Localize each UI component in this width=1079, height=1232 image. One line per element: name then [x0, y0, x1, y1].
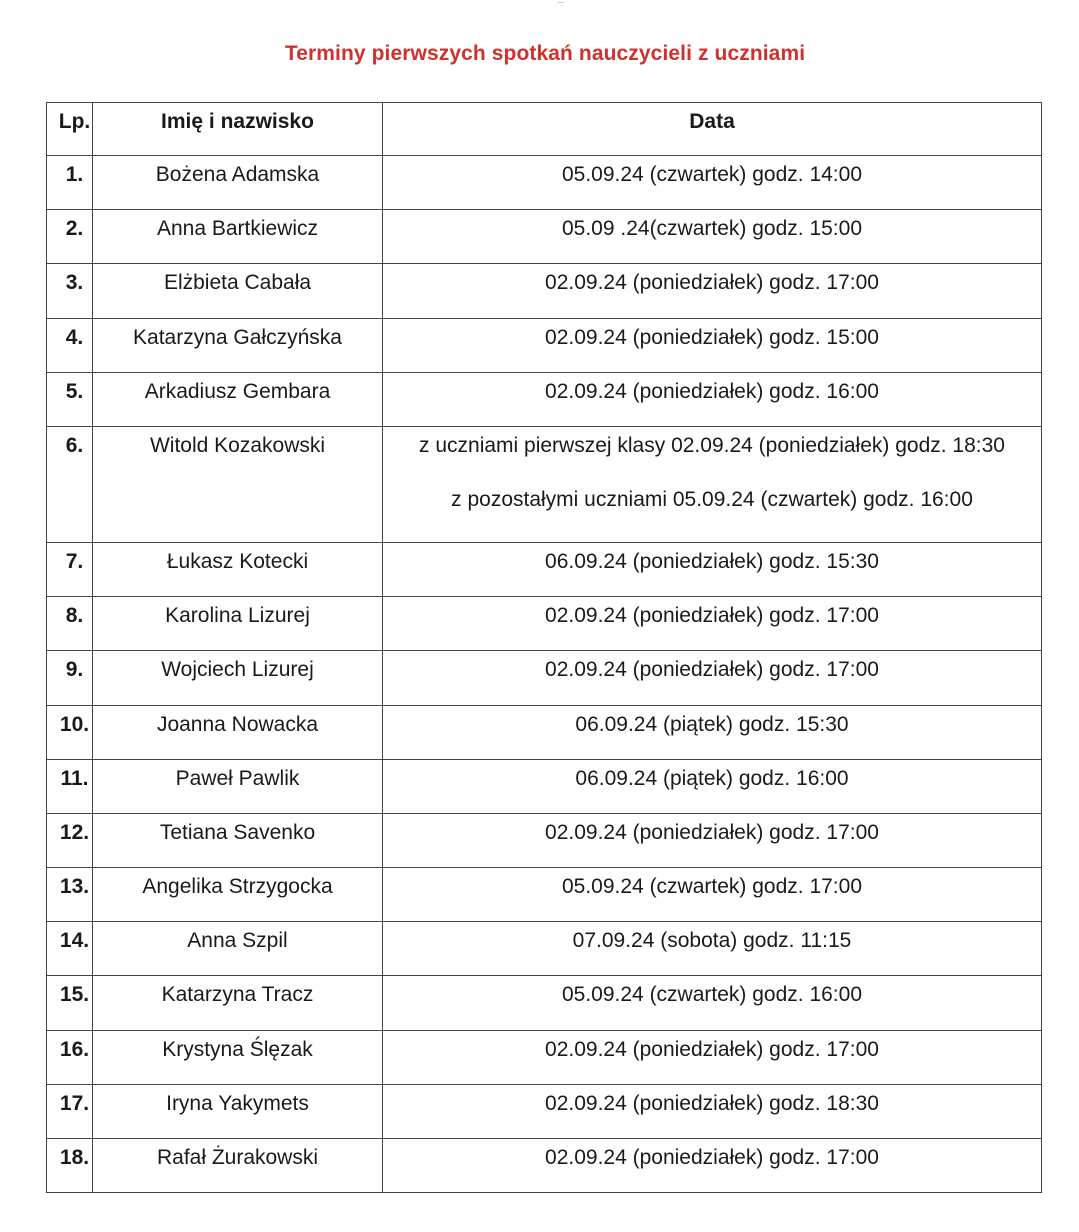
meeting-date: 02.09.24 (poniedziałek) godz. 18:30: [383, 1084, 1042, 1138]
meeting-date: 02.09.24 (poniedziałek) godz. 17:00: [383, 264, 1042, 318]
table-row: [47, 759, 1042, 813]
table-row: [47, 1084, 1042, 1138]
row-number: 7.: [47, 542, 93, 596]
teacher-name: Anna Bartkiewicz: [93, 210, 383, 264]
meeting-date: 06.09.24 (poniedziałek) godz. 15:30: [383, 542, 1042, 596]
meeting-date: [383, 426, 1042, 542]
meeting-date: 02.09.24 (poniedziałek) godz. 17:00: [383, 1030, 1042, 1084]
meeting-date: 02.09.24 (poniedziałek) godz. 15:00: [383, 318, 1042, 372]
row-number: 15.: [47, 976, 93, 1030]
table-body: [47, 156, 1042, 1193]
teacher-name: Katarzyna Gałczyńska: [93, 318, 383, 372]
table-row: [47, 705, 1042, 759]
row-number: 4.: [47, 318, 93, 372]
teacher-name: Anna Szpil: [93, 922, 383, 976]
row-number: 5.: [47, 372, 93, 426]
table-row: [47, 922, 1042, 976]
teacher-name: Wojciech Lizurej: [93, 651, 383, 705]
meeting-date: 06.09.24 (piątek) godz. 16:00: [383, 759, 1042, 813]
teacher-name: Tetiana Savenko: [93, 813, 383, 867]
teacher-name: Witold Kozakowski: [93, 426, 383, 542]
meeting-date: 02.09.24 (poniedziałek) godz. 17:00: [383, 813, 1042, 867]
schedule-table: [46, 102, 1042, 1193]
table-row: [47, 597, 1042, 651]
row-number: 2.: [47, 210, 93, 264]
table-row: [47, 1139, 1042, 1193]
table-row: [47, 210, 1042, 264]
meeting-date: 02.09.24 (poniedziałek) godz. 17:00: [383, 1139, 1042, 1193]
teacher-name: Elżbieta Cabała: [93, 264, 383, 318]
table-row: [47, 868, 1042, 922]
row-number: 18.: [47, 1139, 93, 1193]
teacher-name: Rafał Żurakowski: [93, 1139, 383, 1193]
meeting-date: 07.09.24 (sobota) godz. 11:15: [383, 922, 1042, 976]
meeting-date: 05.09 .24(czwartek) godz. 15:00: [383, 210, 1042, 264]
meeting-date: 05.09.24 (czwartek) godz. 16:00: [383, 976, 1042, 1030]
meeting-date-line: z pozostałymi uczniami 05.09.24 (czwartek) godz. 16:00: [451, 487, 973, 511]
meeting-date: 02.09.24 (poniedziałek) godz. 17:00: [383, 651, 1042, 705]
row-number: 1.: [47, 156, 93, 210]
row-number: 12.: [47, 813, 93, 867]
table-row: [47, 1030, 1042, 1084]
teacher-name: Katarzyna Tracz: [93, 976, 383, 1030]
header-num: Lp.: [47, 103, 93, 156]
row-number: 13.: [47, 868, 93, 922]
row-number: 14.: [47, 922, 93, 976]
meeting-date: 06.09.24 (piątek) godz. 15:30: [383, 705, 1042, 759]
row-number: 10.: [47, 705, 93, 759]
row-number: 8.: [47, 597, 93, 651]
teacher-name: Łukasz Kotecki: [93, 542, 383, 596]
teacher-name: Paweł Pawlik: [93, 759, 383, 813]
table-row: [47, 264, 1042, 318]
meeting-date: 02.09.24 (poniedziałek) godz. 17:00: [383, 597, 1042, 651]
table-row: [47, 372, 1042, 426]
row-number: 9.: [47, 651, 93, 705]
row-number: 6.: [47, 426, 93, 542]
table-row: [47, 426, 1042, 542]
teacher-name: Arkadiusz Gembara: [93, 372, 383, 426]
header-date: Data: [383, 103, 1042, 156]
scan-mark: [558, 0, 564, 3]
table-row: [47, 542, 1042, 596]
table-row: [47, 156, 1042, 210]
teacher-name: Joanna Nowacka: [93, 705, 383, 759]
table-row: [47, 813, 1042, 867]
header-name: Imię i nazwisko: [93, 103, 383, 156]
teacher-name: Bożena Adamska: [93, 156, 383, 210]
table-row: [47, 976, 1042, 1030]
meeting-date: 02.09.24 (poniedziałek) godz. 16:00: [383, 372, 1042, 426]
row-number: 16.: [47, 1030, 93, 1084]
teacher-name: Iryna Yakymets: [93, 1084, 383, 1138]
document-title: Terminy pierwszych spotkań nauczycieli z uczniami: [284, 42, 806, 65]
table-header-row: [47, 103, 1042, 156]
row-number: 11.: [47, 759, 93, 813]
row-number: 3.: [47, 264, 93, 318]
teacher-name: Krystyna Ślęzak: [93, 1030, 383, 1084]
meeting-date: 05.09.24 (czwartek) godz. 17:00: [383, 868, 1042, 922]
table-row: [47, 318, 1042, 372]
teacher-name: Karolina Lizurej: [93, 597, 383, 651]
meeting-date-line: z uczniami pierwszej klasy 02.09.24 (poniedziałek) godz. 18:30: [419, 433, 1005, 457]
teacher-name: Angelika Strzygocka: [93, 868, 383, 922]
table-row: [47, 651, 1042, 705]
meeting-date: 05.09.24 (czwartek) godz. 14:00: [383, 156, 1042, 210]
row-number: 17.: [47, 1084, 93, 1138]
